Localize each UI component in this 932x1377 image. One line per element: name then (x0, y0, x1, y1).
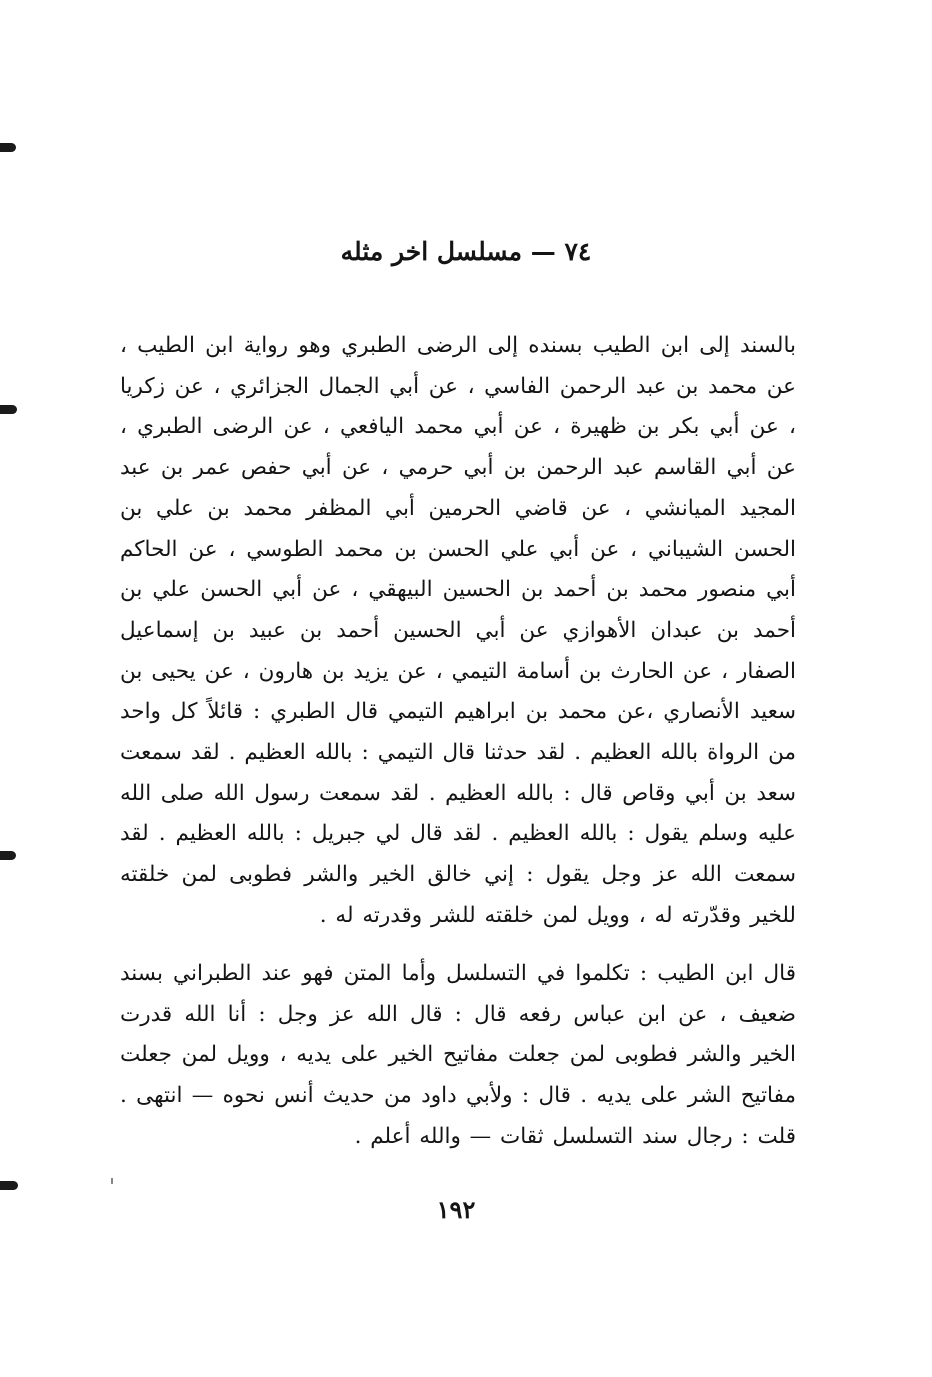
body-paragraph-2: قال ابن الطيب : تكلموا في التسلسل وأما المتن فهو عند الطبراني بسند ضعيف ، عن ابن عباس رفعه قال : قال الله عز وجل : أنا الله قدرت الخير والشر فطوبى لمن جعلت مفاتيح الخير على يديه ، وويل لمن جعلت مفاتيح الشر على يديه . قال : ولأبي داود من حديث أنس نحوه — انتهى . قلت : رجال سند التسلسل ثقات — والله أعلم . (120, 961, 796, 1149)
margin-mark (0, 851, 16, 860)
margin-mark (0, 405, 17, 414)
chapter-title: ٧٤ — مسلسل اخر مثله (340, 237, 592, 266)
body-paragraph-1: بالسند إلى ابن الطيب بسنده إلى الرضى الطبري وهو رواية ابن الطيب ، عن محمد بن عبد الرحمن الفاسي ، عن أبي الجمال الجزائري ، عن زكريا ، عن أبي بكر بن ظهيرة ، عن أبي محمد اليافعي ، عن الرضى الطبري ، عن أبي القاسم عبد الرحمن بن أبي حرمي ، عن أبي حفص عمر بن عبد المجيد الميانشي ، عن قاضي الحرمين أبي المظفر محمد بن علي بن الحسن الشيباني ، عن أبي علي الحسن بن محمد الطوسي ، عن الحاكم أبي منصور محمد بن أحمد بن الحسين البيهقي ، عن أبي الحسن علي بن أحمد بن عبدان الأهوازي عن أبي الحسين أحمد بن عبيد بن إسماعيل الصفار ، عن الحارث بن أسامة التيمي ، عن يزيد بن هارون ، عن يحيى بن سعيد الأنصاري ،عن محمد بن ابراهيم التيمي قال الطبري : قائلاً كل واحد من الرواة بالله العظيم . لقد حدثنا قال التيمي : بالله العظيم . لقد سمعت سعد بن أبي وقاص قال : بالله العظيم . لقد سمعت رسول الله صلى الله عليه وسلم يقول : بالله العظيم . لقد قال لي جبريل : بالله العظيم . لقد سمعت الله عز وجل يقول : إني خالق الخير والشر فطوبى لمن خلقته للخير وقدّرته له ، وويل لمن خلقته للشر وقدرته له . (120, 333, 796, 928)
page-number: ١٩٢ (436, 1195, 476, 1224)
margin-mark (0, 143, 16, 152)
margin-mark (0, 1181, 18, 1190)
ink-speck (111, 1178, 113, 1184)
